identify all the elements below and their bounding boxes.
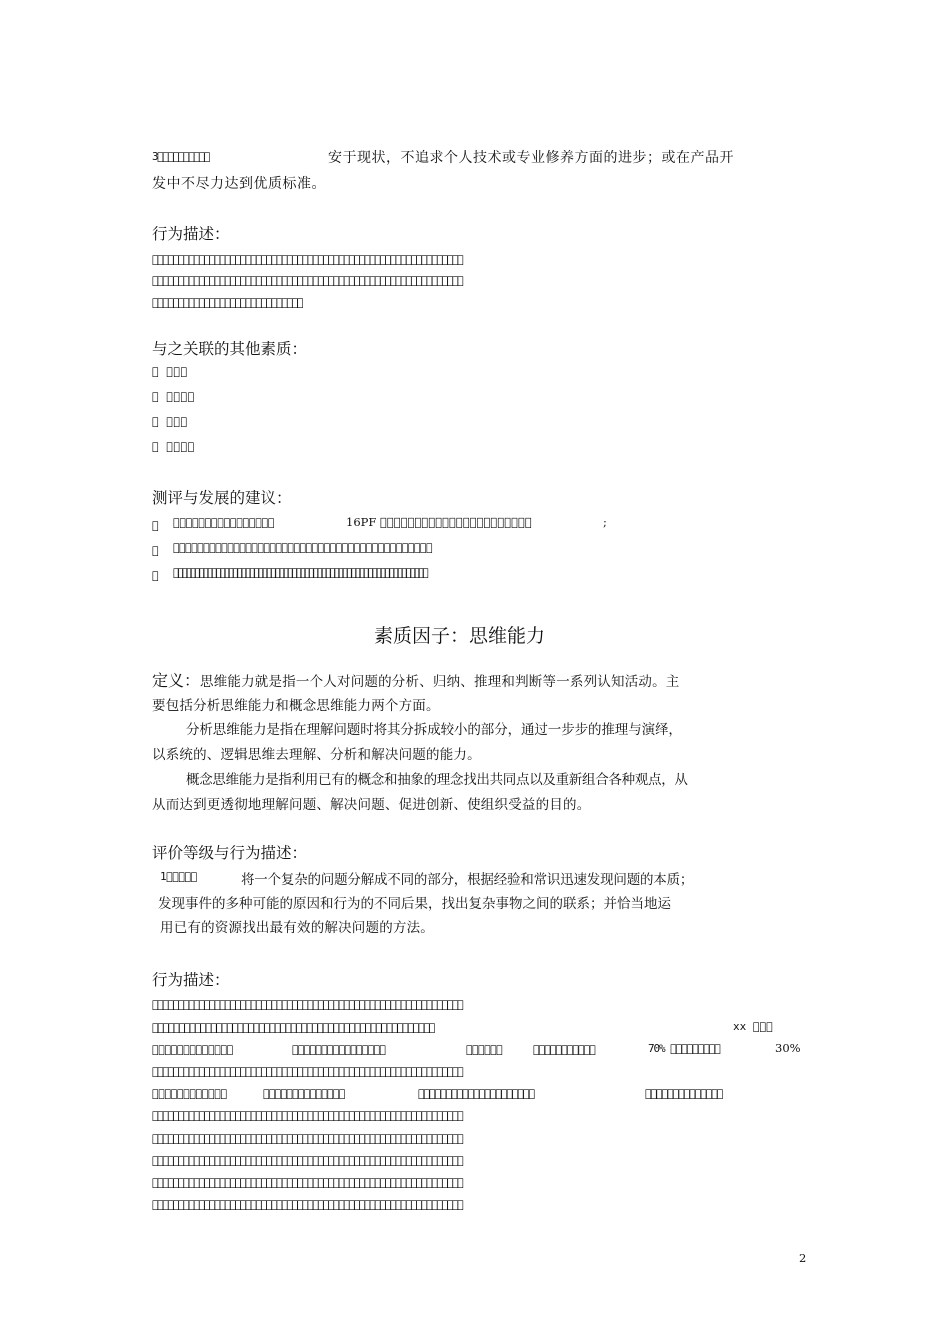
analytic-thinking-line-2: 以系统的、逻辑思维去理解、分析和解决问题的能力。	[152, 747, 481, 763]
behavior-2-row-3-d:            	[533, 1043, 595, 1056]
concept-thinking-line-2: 从而达到更透彻地理解问题、解决问题、促进创新、使组织受益的目的。	[152, 797, 591, 813]
behavior-1-line-3:                              	[152, 296, 303, 309]
level3-label: 3          	[152, 150, 209, 163]
page-number: 2	[799, 1251, 807, 1265]
suggestion-1-part-c: ;	[603, 515, 607, 529]
analytic-thinking-line-1: 分析思维能力是指在理解问题时将其分拆成较小的部分，通过一步步的推理与演绎，	[186, 722, 682, 738]
factor-title: 素质因子：思维能力	[374, 625, 546, 647]
behavior-2-row-5-d:               	[645, 1087, 723, 1100]
behavior-2-row-5-b:               	[263, 1087, 345, 1100]
suggestion-bullet-2:  	[152, 544, 159, 557]
behavior-2-row-9:                                                             	[152, 1176, 463, 1189]
behavior-2-row-3-e: 70%          	[648, 1042, 720, 1055]
behavior-2-row-5-a:             	[152, 1087, 227, 1100]
behavior-2-row-2-a:                                                      	[152, 1021, 435, 1034]
suggestion-1-part-a:                 	[173, 516, 275, 529]
level3-description-line1: 安于现状，不追求个人技术或专业修养方面的进步；或在产品开	[328, 150, 734, 166]
concept-thinking-line-1: 概念思维能力是指利用已有的概念和抽象的理念找出共同点以及重新组合各种观点，从	[186, 772, 688, 788]
related-item-4:       	[152, 440, 195, 453]
level3-description-line2: 发中不尽力达到优质标准。	[152, 176, 326, 192]
behavior-2-row-7:                                                             	[152, 1132, 463, 1145]
definition-label: 定义：	[152, 671, 201, 690]
related-item-2:       	[152, 390, 195, 403]
level1-label: 1     	[160, 870, 197, 883]
suggestions-heading: 测评与发展的建议：	[152, 489, 292, 507]
behavior-2-row-3-a:              	[152, 1043, 233, 1056]
suggestion-3:                                                             	[173, 566, 427, 579]
level1-line-1: 将一个复杂的问题分解成不同的部分，根据经验和常识迅速发现问题的本质；	[241, 872, 694, 888]
definition-line-1: 思维能力就是指一个人对问题的分析、归纳、推理和判断等一系列认知活动。主	[200, 674, 680, 690]
definition-line-2: 要包括分析思维能力和概念思维能力两个方面。	[152, 698, 440, 714]
related-item-3:      	[152, 415, 188, 428]
behavior-2-row-6:                                                             	[152, 1109, 463, 1122]
suggestion-1-part-b: 16PF                       	[346, 515, 532, 529]
suggestion-2:                                            	[173, 541, 432, 554]
behavior-2-row-3-c:       	[466, 1043, 503, 1056]
rating-heading: 评价等级与行为描述：	[152, 844, 308, 862]
suggestion-bullet-1:  	[152, 519, 159, 532]
behavior-2-row-8:                                                             	[152, 1154, 463, 1167]
suggestion-bullet-3:  	[152, 569, 159, 582]
behavior-2-row-3-b:                 	[292, 1043, 386, 1056]
behavior-2-row-5-c:                      	[418, 1087, 534, 1100]
behavior-heading-2: 行为描述：	[152, 971, 230, 989]
level1-line-3: 用已有的资源找出最有效的解决问题的方法。	[160, 920, 434, 936]
related-heading: 与之关联的其他素质：	[152, 340, 308, 358]
behavior-heading-1: 行为描述：	[152, 225, 230, 243]
behavior-1-line-2:                                                             	[152, 274, 463, 287]
behavior-2-row-1:                                                             	[152, 998, 463, 1011]
behavior-2-row-3-f: 30%	[775, 1041, 801, 1055]
related-item-1:      	[152, 365, 188, 378]
level1-line-2: 发现事件的多种可能的原因和行为的不同后果，找出复杂事物之间的联系；并恰当地运	[158, 896, 671, 912]
behavior-2-row-10:                                                             	[152, 1198, 463, 1211]
behavior-1-line-1:                                                             	[152, 253, 463, 266]
behavior-2-row-4:                                                             	[152, 1065, 463, 1078]
behavior-2-row-2-b: xx    	[733, 1020, 773, 1033]
